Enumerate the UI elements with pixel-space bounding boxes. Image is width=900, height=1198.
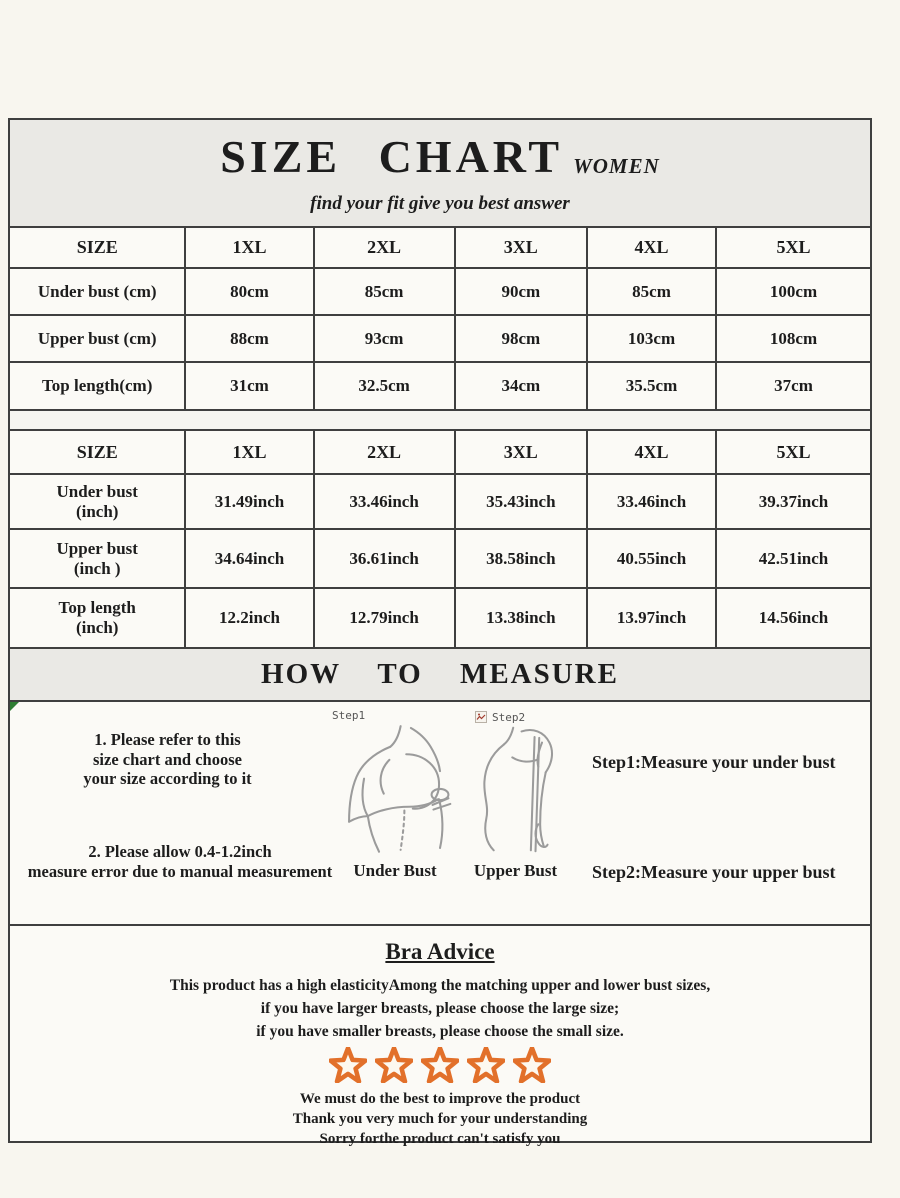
under-bust-caption: Under Bust	[353, 861, 437, 880]
table-row	[10, 315, 870, 362]
table-cell: 103cm	[587, 315, 716, 362]
column-header: 4XL	[587, 228, 716, 268]
broken-image-icon	[475, 711, 487, 723]
subtitle: find your fit give you best answer	[310, 193, 570, 214]
star-icon	[467, 1047, 505, 1083]
bra-advice-text: This product has a high elasticityAmong the matching upper and lower bust sizes, if you have larger breasts, please choose the large size; if you have smaller breasts, please choose the small size.	[169, 977, 711, 1040]
table-row	[10, 474, 870, 529]
table-cell: 90cm	[455, 268, 587, 315]
table-cell: 100cm	[716, 268, 870, 315]
column-header: 3XL	[455, 228, 587, 268]
table-cell: 80cm	[185, 268, 313, 315]
column-header: 1XL	[185, 228, 313, 268]
bra-advice-section	[10, 924, 870, 1147]
table-row	[10, 588, 870, 647]
column-header: SIZE	[10, 431, 185, 474]
row-label: Upper bust (cm)	[10, 315, 185, 362]
table-cell: 12.2inch	[185, 588, 313, 647]
table-row	[10, 268, 870, 315]
table-cell: 33.46inch	[587, 474, 716, 529]
size-table-cm	[10, 228, 870, 409]
table-cell: 98cm	[455, 315, 587, 362]
row-label: Under bust (inch)	[10, 474, 185, 529]
table-cell: 14.56inch	[716, 588, 870, 647]
five-star-rating	[10, 1047, 870, 1085]
table-cell: 12.79inch	[314, 588, 455, 647]
table-cell: 37cm	[716, 362, 870, 409]
measure-note-2: 2. Please allow 0.4-1.2inch measure error due to manual measurement	[27, 842, 333, 881]
how-to-measure-heading: HOW TO MEASURE	[10, 647, 870, 702]
corner-marker	[10, 702, 19, 711]
upper-bust-caption: Upper Bust	[473, 861, 558, 880]
table-cell: 42.51inch	[716, 529, 870, 588]
row-label: Top length(cm)	[10, 362, 185, 409]
table-cell: 88cm	[185, 315, 313, 362]
column-header: 5XL	[716, 431, 870, 474]
table-cell: 13.97inch	[587, 588, 716, 647]
table-row	[10, 529, 870, 588]
size-table-inch	[10, 431, 870, 647]
upper-bust-illustration	[460, 724, 572, 854]
star-icon	[375, 1047, 413, 1083]
row-label: Upper bust (inch )	[10, 529, 185, 588]
upper-bust-figure	[453, 710, 578, 881]
table-cell: 39.37inch	[716, 474, 870, 529]
table-cell: 35.43inch	[455, 474, 587, 529]
table-cell: 35.5cm	[587, 362, 716, 409]
title-text: SIZE CHART	[220, 131, 564, 182]
column-header: 1XL	[185, 431, 313, 474]
table-cell: 31.49inch	[185, 474, 313, 529]
step1-instruction: Step1:Measure your under bust	[592, 752, 836, 772]
title-band	[10, 120, 870, 228]
step1-figure-label: Step1	[332, 708, 366, 722]
table-row	[10, 228, 870, 268]
star-icon	[421, 1047, 459, 1083]
table-cell: 85cm	[314, 268, 455, 315]
star-icon	[513, 1047, 551, 1083]
how-to-measure-section	[10, 702, 870, 924]
measure-note-1: 1. Please refer to this size chart and choose your size according to it	[83, 730, 252, 788]
star-icon	[329, 1047, 367, 1083]
table-row	[10, 431, 870, 474]
bra-advice-heading: Bra Advice	[385, 939, 495, 964]
table-cell: 31cm	[185, 362, 313, 409]
column-header: 5XL	[716, 228, 870, 268]
closing-text: We must do the best to improve the product Thank you very much for your understanding Sorry forthe product can't satisfy you	[292, 1091, 588, 1147]
table-cell: 34.64inch	[185, 529, 313, 588]
table-row	[10, 362, 870, 409]
page-title	[10, 132, 870, 190]
column-header: 2XL	[314, 431, 455, 474]
row-label: Top length (inch)	[10, 588, 185, 647]
table-cell: 108cm	[716, 315, 870, 362]
table-cell: 36.61inch	[314, 529, 455, 588]
table-separator	[10, 409, 870, 431]
table-cell: 13.38inch	[455, 588, 587, 647]
step2-instruction: Step2:Measure your upper bust	[592, 862, 836, 882]
table-cell: 34cm	[455, 362, 587, 409]
title-suffix: WOMEN	[573, 154, 660, 178]
column-header: 4XL	[587, 431, 716, 474]
table-cell: 32.5cm	[314, 362, 455, 409]
table-cell: 85cm	[587, 268, 716, 315]
size-chart-sheet	[8, 118, 872, 1147]
table-cell: 40.55inch	[587, 529, 716, 588]
column-header: SIZE	[10, 228, 185, 268]
table-cell: 93cm	[314, 315, 455, 362]
step2-figure-label: Step2	[475, 710, 578, 724]
under-bust-illustration	[320, 722, 470, 854]
column-header: 2XL	[314, 228, 455, 268]
table-cell: 38.58inch	[455, 529, 587, 588]
row-label: Under bust (cm)	[10, 268, 185, 315]
table-cell: 33.46inch	[314, 474, 455, 529]
column-header: 3XL	[455, 431, 587, 474]
